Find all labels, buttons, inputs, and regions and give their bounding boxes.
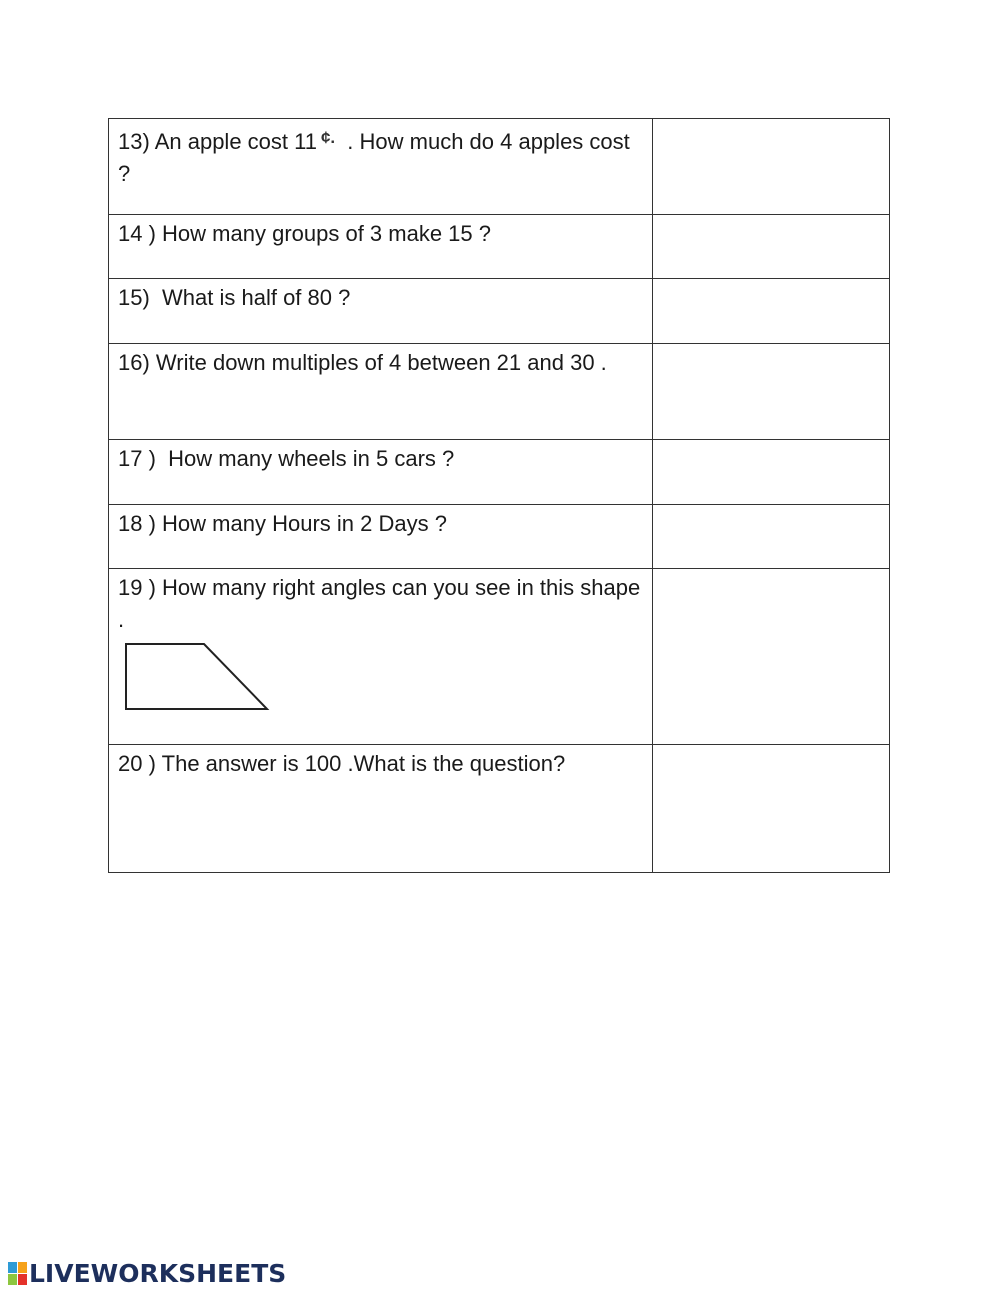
- question-row: [109, 215, 890, 279]
- question-text: How many Hours in 2 Days ?: [162, 511, 447, 536]
- question-text: Write down multiples of 4 between 21 and 30 .: [155, 350, 607, 375]
- question-cell: [109, 279, 653, 344]
- answer-cell[interactable]: [653, 505, 890, 569]
- question-number: 17 ): [118, 446, 156, 471]
- question-row: [109, 569, 890, 745]
- logo-squares-icon: [8, 1262, 27, 1285]
- question-text: An apple cost 11: [154, 129, 317, 154]
- question-text: . How much do 4 apples cost ?: [118, 129, 630, 186]
- answer-cell[interactable]: [653, 440, 890, 505]
- question-row: [109, 344, 890, 440]
- answer-cell[interactable]: [653, 745, 890, 873]
- question-cell: [109, 440, 653, 505]
- answer-cell[interactable]: [653, 215, 890, 279]
- liveworksheets-logo: [8, 1257, 286, 1289]
- question-number: 13): [118, 129, 150, 154]
- answer-cell[interactable]: [653, 569, 890, 745]
- question-number: 15): [118, 285, 150, 310]
- question-text: How many groups of 3 make 15 ?: [162, 221, 491, 246]
- worksheet-table: [108, 118, 890, 873]
- right-trapezoid-shape: [124, 642, 274, 714]
- question-cell: [109, 119, 653, 215]
- question-number: 16): [118, 350, 150, 375]
- logo-square: [8, 1262, 17, 1273]
- question-cell: [109, 505, 653, 569]
- question-cell: [109, 344, 653, 440]
- logo-square: [18, 1274, 27, 1285]
- question-number: 14 ): [118, 221, 156, 246]
- question-cell: [109, 215, 653, 279]
- question-cell: [109, 745, 653, 873]
- question-cell: [109, 569, 653, 745]
- question-text: How many right angles can you see in this shape .: [118, 575, 641, 632]
- question-number: 19 ): [118, 575, 156, 600]
- question-row: [109, 745, 890, 873]
- question-row: [109, 279, 890, 344]
- question-row: [109, 440, 890, 505]
- question-text: The answer is 100 .What is the question?: [161, 751, 566, 776]
- question-row: [109, 505, 890, 569]
- question-text: How many wheels in 5 cars ?: [168, 446, 455, 471]
- answer-cell[interactable]: [653, 344, 890, 440]
- question-text: What is half of 80 ?: [162, 285, 351, 310]
- answer-cell[interactable]: [653, 119, 890, 215]
- logo-text: LIVEWORKSHEETS: [29, 1258, 287, 1288]
- question-number: 18 ): [118, 511, 156, 536]
- question-row: [109, 119, 890, 215]
- answer-cell[interactable]: [653, 279, 890, 344]
- logo-square: [8, 1274, 17, 1285]
- question-number: 20 ): [118, 751, 156, 776]
- logo-square: [18, 1262, 27, 1273]
- cent-sign-icon: ¢.: [320, 128, 336, 147]
